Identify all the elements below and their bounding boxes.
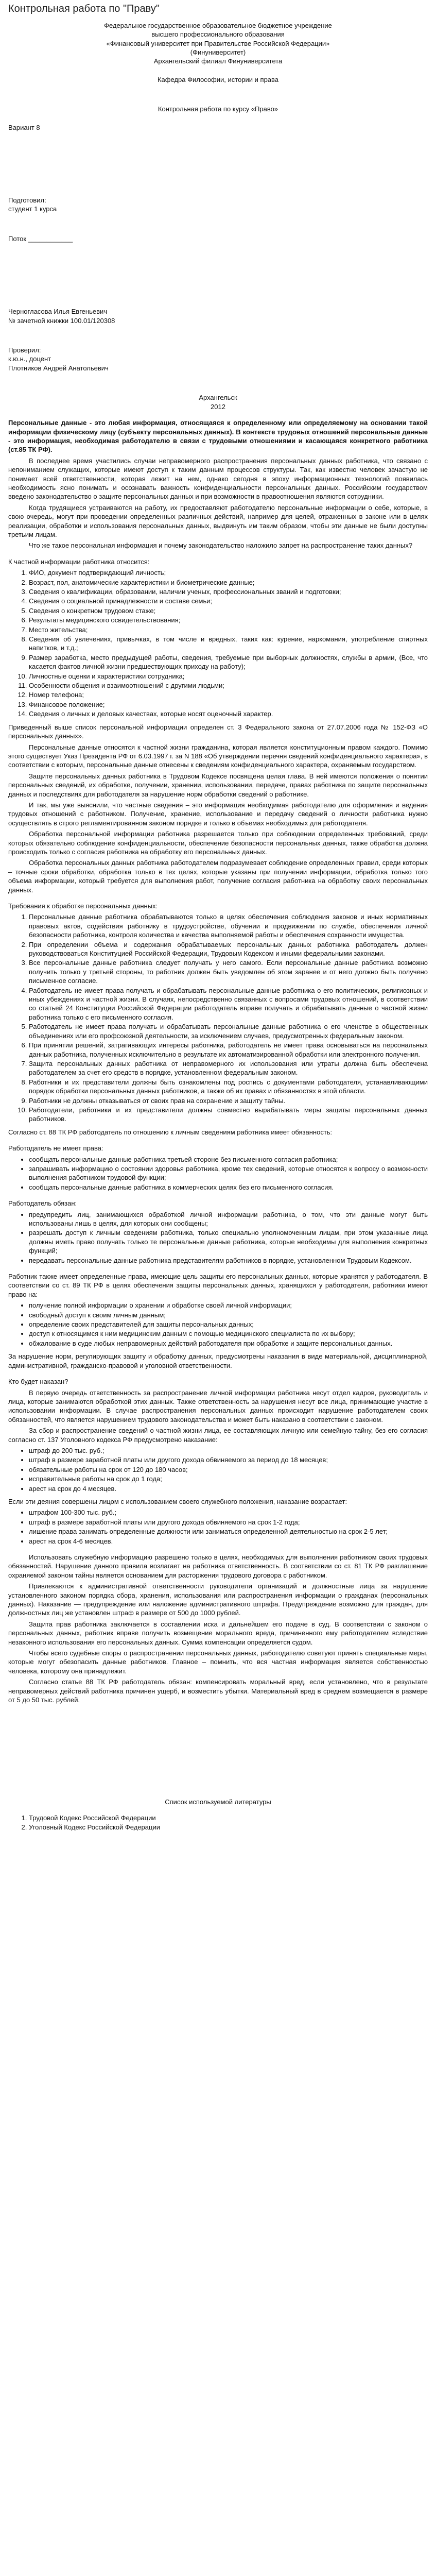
duties-list	[8, 1210, 428, 1265]
section-private-info	[8, 557, 428, 719]
literature-item: 2. Уголовный Кодекс Российской Федерации	[29, 1823, 428, 1832]
title-page	[8, 21, 428, 411]
document-page	[0, 2, 436, 1867]
paragraph: Обработка персональных данных работника работодателем подразумевает соблюдение определенных правил, среди которых – точные сроки обработки, обработка только в тех целях, которые указаны при получении информации, обработка только того объема информации, который требуется для выполнения работ, получение согласия работника на обработку своих персональных данных.	[8, 859, 428, 894]
paragraph: Когда трудящиеся устраиваются на работу, их предоставляют работодателю персональные информации о себе, которые, в свою очередь, могут при проведении определенных различных действий, например для целей, отраженных в законе или в целях реализации, обработки и использования персональных данных, выдвинуть им таким образом, чтобы эти данные не были доступны третьим лицам.	[8, 503, 428, 538]
list-item: 12. Номер телефона;	[29, 690, 428, 699]
paragraph: Защите персональных данных работника в Трудовом Кодексе посвящена целая глава. В ней имеются положения о понятии персональных сведений, их обработке, получении, хранении, использовании, передаче, правах работника по защите персональных данных и последствиях для работодателя за нарушение норм обработки сведений о работнике.	[8, 772, 428, 798]
literature-list	[8, 1814, 428, 1832]
list-item: • свободный доступ к своим личным данным;	[29, 1311, 428, 1319]
paragraph: Работник также имеет определенные права, имеющие цель защиты его персональных данных, которые хранятся у работодателя. В соответствии со ст. 89 ТК РФ в целях обеспечения защиты персональных данных, хранящихся у работодателя, работники имеют право на:	[8, 1273, 428, 1298]
list-item: • обжалование в суде любых неправомерных действий работодателя при обработке и защите персональных данных.	[29, 1339, 428, 1348]
list-item: 6. Результаты медицинского освидетельствования;	[29, 616, 428, 624]
paragraph: Обработка персональной информации работника разрешается только при соблюдении определенных требований, среди которых обязательно соблюдение конфиденциальности, обеспечение безопасности персональных данных, также обработка должна происходить только с согласия работника на обработку его персональных данных.	[8, 830, 428, 856]
variant-label: Вариант 8	[8, 123, 40, 131]
list-item: 1. Персональные данные работника обрабатываются только в целях обеспечения соблюдения законов и иных нормативных правовых актов, содействия работнику в трудоустройстве, обучении и продвижении по службе, обеспечения личной безопасности работника, контроля количества и качества выполняемой работы и обеспечения сохранности имущества.	[29, 912, 428, 939]
list-item: • штраф до 200 тыс. руб.;	[29, 1446, 428, 1455]
list-item: 5. Работодатель не имеет права получать и обрабатывать персональные данные работника о его членстве в общественных объединениях или его профсоюзной деятельности, за исключением случаев, предусмотренных федеральным законом.	[29, 1022, 428, 1040]
list-item: 2. При определении объема и содержания обрабатываемых персональных данных работника работодатель должен руководствоваться Конституцией Российской Федерации, Трудовым Кодексом и иными федеральными законами.	[29, 940, 428, 958]
document-title: Контрольная работа по "Праву"	[8, 3, 160, 14]
checker-line: Проверил:	[8, 346, 41, 354]
list-item: • исправительные работы на срок до 1 года;	[29, 1475, 428, 1483]
checker-line: к.ю.н., доцент	[8, 355, 51, 363]
checker-block	[8, 346, 428, 372]
institution-line: «Финансовый университет при Правительстве Российской Федерации»	[106, 39, 330, 47]
paragraph: За сбор и распространение сведений о частной жизни лица, ее составляющих личную или семейную тайну, без его согласия согласно ст. 137 Уголовного кодекса РФ предусмотрено наказание:	[8, 1427, 428, 1444]
institution-line: Федеральное государственное образовательное бюджетное учреждение	[104, 21, 332, 29]
official-penalties-list	[8, 1508, 428, 1546]
paragraph: И так, мы уже выяснили, что частные сведения – это информация необходимая работодателю для оформления и ведения трудовых отношений с работником. Получение, хранение, использование и передачу сведений о личности работника нужно осуществлять в строго регламентированном законом порядке и только в объемах необходимых для работодателя.	[8, 801, 428, 827]
student-block	[8, 307, 428, 325]
list-item: 1. ФИО, документ подтверждающий личность;	[29, 568, 428, 577]
institution-line: высшего профессионального образования	[151, 30, 285, 39]
list-title: Работодатель не имеет права:	[8, 1144, 103, 1153]
section-employer-duties	[8, 1199, 428, 1265]
list-item: • получение полной информации о хранении и обработке своей личной информации;	[29, 1301, 428, 1310]
list-item: • сообщать персональные данные работника третьей стороне без письменного согласия работника;	[29, 1155, 428, 1164]
list-item: 8. Работники и их представители должны быть ознакомлены под роспись с документами работодателя, устанавливающими порядок обработки персональных данных работников, а также об их правах и обязанностях в этой области.	[29, 1078, 428, 1096]
list-item: 9. Размер заработка, место предыдущей работы, сведения, требуемые при выборных должностях, службы в армии, (Все, что касается фактов личной жизни предшествующих приходу на работу);	[29, 653, 428, 671]
list-item: • разрешать доступ к личным сведениям работника, только специально уполномоченным лицам, при этом указанные лица должны иметь право получать только те персональные данные работника, которые необходимы для выполнения конкретных функций;	[29, 1228, 428, 1255]
list-item: • арест на срок до 4 месяцев.	[29, 1484, 428, 1493]
author-line: Подготовил:	[8, 196, 46, 205]
department-line: Кафедра Философии, истории и права	[157, 75, 279, 83]
paragraph: Согласно ст. 88 ТК РФ работодатель по отношению к личным сведениям работника имеет обязанность:	[8, 1128, 333, 1136]
literature-section	[8, 1798, 428, 1832]
list-item: • штраф в размере заработной платы или другого дохода обвиняемого за период до 18 месяцев;	[29, 1455, 428, 1464]
list-item: 14. Сведения о личных и деловых качествах, которые носят оценочный характер.	[29, 709, 428, 718]
requirements-list	[8, 912, 428, 1123]
paragraph: Привлекаются к административной ответственности руководители организаций и должностные лица за нарушение установленного законом порядка сбора, хранения, использования или распространения информации о гражданах (персональных данных). Наказание — предупреждение или наложение административного штрафа. Предупреждение возможно для граждан, для должностных лиц же установлен штраф в размере от 500 до 1000 рублей.	[8, 1582, 428, 1617]
list-item: 2. Возраст, пол, анатомические характеристики и биометрические данные;	[29, 578, 428, 587]
city: Архангельск	[199, 394, 237, 402]
year: 2012	[211, 402, 225, 411]
list-title: Требования к обработке персональных данных:	[8, 902, 158, 910]
institution-line: Архангельский филиал Финуниверситета	[153, 57, 283, 65]
paragraph: Согласно статье 88 ТК РФ работодатель обязан: компенсировать моральный вред, если установлено, что в результате неправомерных действий работника причинен ущерб, и возместить убытки. Материальный вред в среднем возмещается в размере от 5 до 50 тыс. рублей.	[8, 1678, 428, 1704]
list-item: 9. Работники не должны отказываться от своих прав на сохранение и защиту тайны.	[29, 1096, 428, 1105]
author-line: студент 1 курса	[8, 205, 57, 213]
paragraph: Что же такое персональная информация и почему законодательство наложило запрет на распространение таких данных?	[29, 541, 413, 550]
paragraph: В первую очередь ответственность за распространение личной информации работника несут отдел кадров, руководитель и лица, которые занимаются обработкой этих данных. Также ответственность за нарушения несут все лица, принимающие участие в использовании информации. В случае распространения персональных данных происходит нарушение работодателем своих обязанностей, что является нарушением трудового законодательства и может быть наказано в соответствии с законом.	[8, 1388, 428, 1423]
checker-line: Плотников Андрей Анатольевич	[8, 364, 109, 372]
list-item: 3. Сведения о квалификации, образовании, наличии ученых, профессиональных званий и подготовки;	[29, 587, 428, 596]
section-employee-rights	[8, 1272, 428, 1370]
list-item: • предупредить лиц, занимающихся обработкой личной информации работника, о том, что эти данные могут быть использованы лишь в целях, для которых они сообщены;	[29, 1210, 428, 1228]
student-record-book: № зачетной книжки 100.01/120308	[8, 316, 115, 325]
group-line: Поток ____________	[8, 234, 73, 243]
list-item: • обязательные работы на срок от 120 до 180 часов;	[29, 1465, 428, 1474]
rights-list	[8, 1301, 428, 1348]
paragraph: Чтобы всего судебные споры о распространении персональных данных, работодателю советуют принять специальные меры, которые могут обезопасить данные работников. Главное – помнить, что вся частная информация является собственностью человека, которому она принадлежит.	[8, 1649, 428, 1675]
list-item: • сообщать персональные данные работника в коммерческих целях без его письменного согласия.	[29, 1183, 428, 1192]
penalties-list	[8, 1446, 428, 1493]
literature-title: Список используемой литературы	[165, 1798, 271, 1806]
list-item: • штрафом 100-300 тыс. руб.;	[29, 1508, 428, 1517]
list-item: 8. Сведения об увлечениях, привычках, в том числе и вредных, таких как: курение, наркомания, употребление спиртных напитков, и т.д.;	[29, 635, 428, 653]
literature-item: 1. Трудовой Кодекс Российской Федерации	[29, 1814, 428, 1822]
institution-line: (Финуниверситет)	[190, 48, 246, 57]
list-item: • лишение права занимать определенные должности или заниматься определенной деятельностью на срок 2-5 лет;	[29, 1527, 428, 1536]
list-item: 7. Защита персональных данных работника от неправомерного их использования или утраты должна быть обеспечена работодателем за счет его средств в порядке, установленном федеральным законом.	[29, 1059, 428, 1077]
section-legal-basis	[8, 723, 428, 894]
list-item: 6. При принятии решений, затрагивающих интересы работника, работодатель не имеет права основываться на персональных данных работника, полученных исключительно в результате их автоматизированной обработки или электронного получения.	[29, 1041, 428, 1059]
introduction	[8, 418, 428, 550]
paragraph: В последнее время участились случаи неправомерного распространения персональных данных работника, что связано с непониманием служащих, которые имеют доступ к таким данным процессов структуры. Так, как известно человек зачастую не понимает всей ответственности, которая лежит на нем, однако сегодня в эпоху информационных технологий появилась необходимость ясно понимать и осознавать важность конфиденциальности персональных данных. Российским государством введено законодательство о защите персональных данных и при возможности в правоотношения являются сотрудники.	[8, 456, 428, 501]
list-item: 3. Все персональные данные работника следует получать у него самого. Если персональные данные работника возможно получить только у третьей стороны, то работник должен быть уведомлен об этом заранее и от него должно быть получено письменное согласие.	[29, 958, 428, 985]
definition-paragraph: Персональные данные - это любая информация, относящаяся к определенному или определяемому на основании такой информации физическому лицу (субъекту персональных данных). В контексте трудовых отношений персональные данные - это информация, необходимая работодателю в связи с трудовыми отношениями и касающаяся конкретного работника (ст.85 ТК РФ).	[8, 419, 428, 454]
paragraph: Приведенный выше список персональной информации определен ст. 3 Федерального закона от 27.07.2006 года № 152-ФЗ «О персональных данных».	[8, 723, 428, 740]
list-item: 10. Работодатели, работники и их представители должны совместно вырабатывать меры защиты персональных данных работников.	[29, 1106, 428, 1124]
list-title: Работодатель обязан:	[8, 1199, 77, 1208]
list-item: • доступ к относящимся к ним медицинским данным с помощью медицинского специалиста по их выбору;	[29, 1329, 428, 1338]
list-item: • определение своих представителей для защиты персональных данных;	[29, 1320, 428, 1329]
paragraph: Использовать служебную информацию разрешено только в целях, необходимых для выполнения работником своих трудовых обязанностей. Нарушение данного правила возлагает на работника ответственность. В соответствии со ст. 81 ТК РФ разглашение охраняемой законом тайны является основанием для расторжения трудового договора с работником.	[8, 1553, 428, 1579]
author-block	[8, 196, 428, 214]
list-item: 10. Личностные оценки и характеристики сотрудника;	[29, 672, 428, 681]
list-item: 4. Работодатель не имеет права получать и обрабатывать персональные данные работника о его политических, религиозных и иных убеждениях и частной жизни. В случаях, непосредственно связанных с вопросами трудовых отношений, в соответствии со статьей 24 Конституции Российской Федерации работодатель вправе получать и обрабатывать данные о частной жизни работника только с его письменного согласия.	[29, 986, 428, 1022]
list-item: • запрашивать информацию о состоянии здоровья работника, кроме тех сведений, которые относятся к вопросу о возможности выполнения работником трудовой функции;	[29, 1164, 428, 1182]
list-item: • передавать персональные данные работника представителям работников в порядке, установленном Трудовым Кодексом.	[29, 1256, 428, 1265]
section-employer-prohibitions	[8, 1144, 428, 1192]
section-processing-requirements	[8, 902, 428, 1137]
section-closing	[8, 1553, 428, 1705]
list-item: 4. Сведения о социальной принадлежности и составе семьи;	[29, 597, 428, 605]
paragraph: За нарушение норм, регулирующих защиту и обработку данных, предусмотрены наказания в виде материальной, дисциплинарной, административной, гражданско-правовой и уголовной ответственности.	[8, 1352, 428, 1369]
list-title: К частной информации работника относится:	[8, 557, 150, 566]
student-name: Черногласова Илья Евгеньевич	[8, 308, 108, 316]
paragraph: Если эти деяния совершены лицом с использованием своего служебного положения, наказание возрастает:	[8, 1497, 347, 1505]
section-liability	[8, 1377, 428, 1546]
private-info-list	[8, 568, 428, 719]
work-title: Контрольная работа по курсу «Право»	[158, 105, 278, 113]
list-item: 13. Финансовое положение;	[29, 700, 428, 709]
list-item: • арест на срок 4-6 месяцев.	[29, 1537, 428, 1546]
list-item: 5. Сведения о конкретном трудовом стаже;	[29, 606, 428, 615]
list-item: • штраф в размере заработной платы или другого дохода обвиняемого на срок 1-2 года;	[29, 1518, 428, 1527]
section-heading: Кто будет наказан?	[8, 1378, 68, 1386]
paragraph: Персональные данные относятся к частной жизни гражданина, которая является конституционным правом каждого. Помимо этого существует Указ Президента РФ от 6.03.1997 г. за N 188 «Об утверждении перечня сведений конфиденциального характера», в соответствии с которым, персональные данные отнесены к сведениям конфиденциального характера, охраняемым государством.	[8, 743, 428, 769]
list-item: 11. Особенности общения и взаимоотношений с другими людьми;	[29, 681, 428, 690]
paragraph: Защита прав работника заключается в составлении иска и дальнейшем его подаче в суд. В соответствии с законом о персональных данных, работник вправе получить возмещение морального вреда, причиненного ему работодателем вследствие незаконного использования его персональных данных. Сумма компенсации определяется судом.	[8, 1620, 428, 1646]
prohibitions-list	[8, 1155, 428, 1192]
list-item: 7. Место жительства;	[29, 625, 428, 634]
